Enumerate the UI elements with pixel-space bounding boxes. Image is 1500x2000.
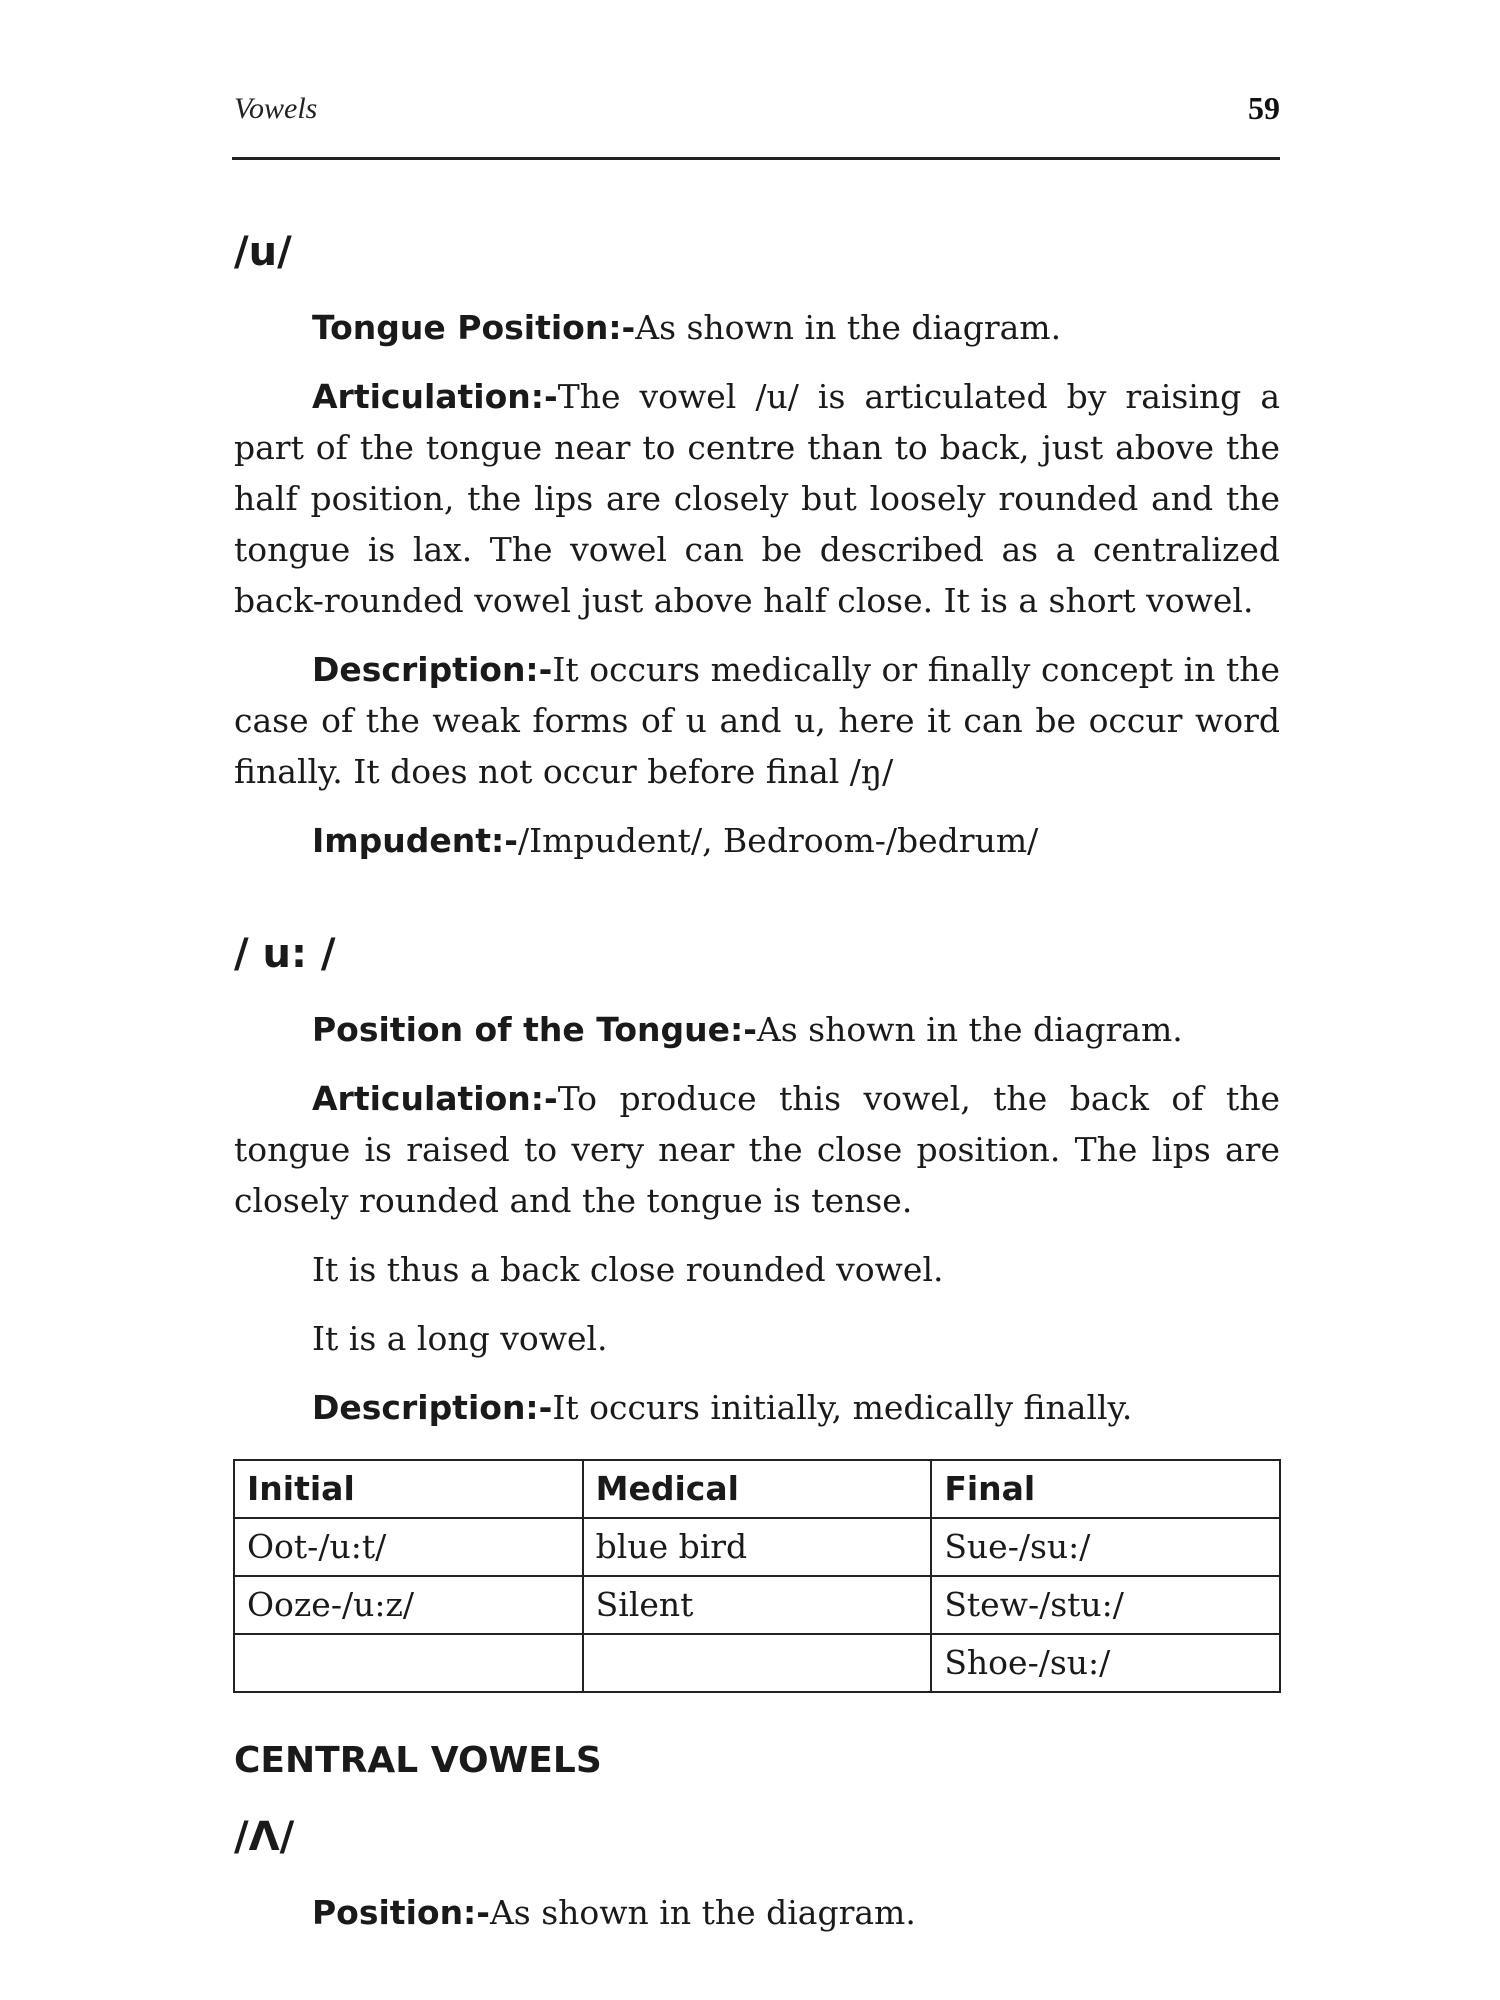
example-label: Impudent:- [312, 821, 518, 860]
position-label: Position:- [312, 1893, 490, 1932]
table-cell [234, 1634, 583, 1692]
position-text: As shown in the diagram. [489, 1893, 916, 1932]
description-paragraph [234, 1382, 1280, 1433]
articulation-text: To produce this vowel, the back of the tongue is raised to very near the close position. The lips are closely rounded and the tongue is tense. [234, 1079, 1280, 1220]
table-row [234, 1518, 1280, 1576]
articulation-text: The vowel /u/ is articulated by raising a part of the tongue near to centre than to back, just above the half position, the lips are closely but loosely rounded and the tongue is lax. The vowel can be described as a centralized back-rounded vowel just above half close. It is a short vowel. [234, 377, 1280, 620]
table-cell: Sue-/su:/ [931, 1518, 1280, 1576]
examples-table [233, 1459, 1281, 1693]
tongue-position-text: As shown in the diagram. [635, 308, 1062, 347]
page-content [234, 222, 1280, 1956]
table-header-cell: Medical [583, 1460, 932, 1518]
tongue-position-label: Tongue Position:- [312, 308, 636, 347]
description-text: It occurs initially, medically finally. [552, 1388, 1133, 1427]
table-header-cell: Final [931, 1460, 1280, 1518]
description-text: It occurs medically or finally concept in the case of the weak forms of u and u, here it can be occur word finally. It does not occur before final /ŋ/ [234, 650, 1280, 791]
position-paragraph [234, 1887, 1280, 1938]
symbol-heading-u-long: / u: / [234, 931, 336, 977]
running-head: Vowels [234, 92, 318, 125]
description-label: Description:- [312, 650, 553, 689]
table-row [234, 1634, 1280, 1692]
summary-line: It is thus a back close rounded vowel. [312, 1250, 944, 1289]
table-cell [583, 1634, 932, 1692]
symbol-heading-wedge: /Λ/ [234, 1814, 295, 1860]
articulation-label: Articulation:- [312, 377, 558, 416]
tongue-position-label: Position of the Tongue:- [312, 1010, 757, 1049]
summary-line: It is a long vowel. [312, 1319, 608, 1358]
section-spacer [234, 884, 1280, 924]
table-cell: Shoe-/su:/ [931, 1634, 1280, 1692]
table-cell: Silent [583, 1576, 932, 1634]
articulation-label: Articulation:- [312, 1079, 558, 1118]
example-paragraph [234, 815, 1280, 866]
description-paragraph [234, 644, 1280, 797]
table-row [234, 1576, 1280, 1634]
table-header-row [234, 1460, 1280, 1518]
example-text: /Impudent/, Bedroom-/bedrum/ [517, 821, 1039, 860]
tongue-position-text: As shown in the diagram. [756, 1010, 1183, 1049]
table-header-cell: Initial [234, 1460, 583, 1518]
description-label: Description:- [312, 1388, 553, 1427]
page-number: 59 [1248, 90, 1280, 126]
table-cell: Oot-/u:t/ [234, 1518, 583, 1576]
articulation-paragraph [234, 371, 1280, 626]
central-vowels-heading: CENTRAL VOWELS [234, 1740, 602, 1781]
articulation-paragraph [234, 1073, 1280, 1226]
table-cell: blue bird [583, 1518, 932, 1576]
table-cell: Stew-/stu:/ [931, 1576, 1280, 1634]
table-cell: Ooze-/u:z/ [234, 1576, 583, 1634]
symbol-heading-u: /u/ [234, 229, 292, 275]
tongue-position-paragraph [234, 1004, 1280, 1055]
header-rule [232, 157, 1280, 160]
tongue-position-paragraph [234, 302, 1280, 353]
